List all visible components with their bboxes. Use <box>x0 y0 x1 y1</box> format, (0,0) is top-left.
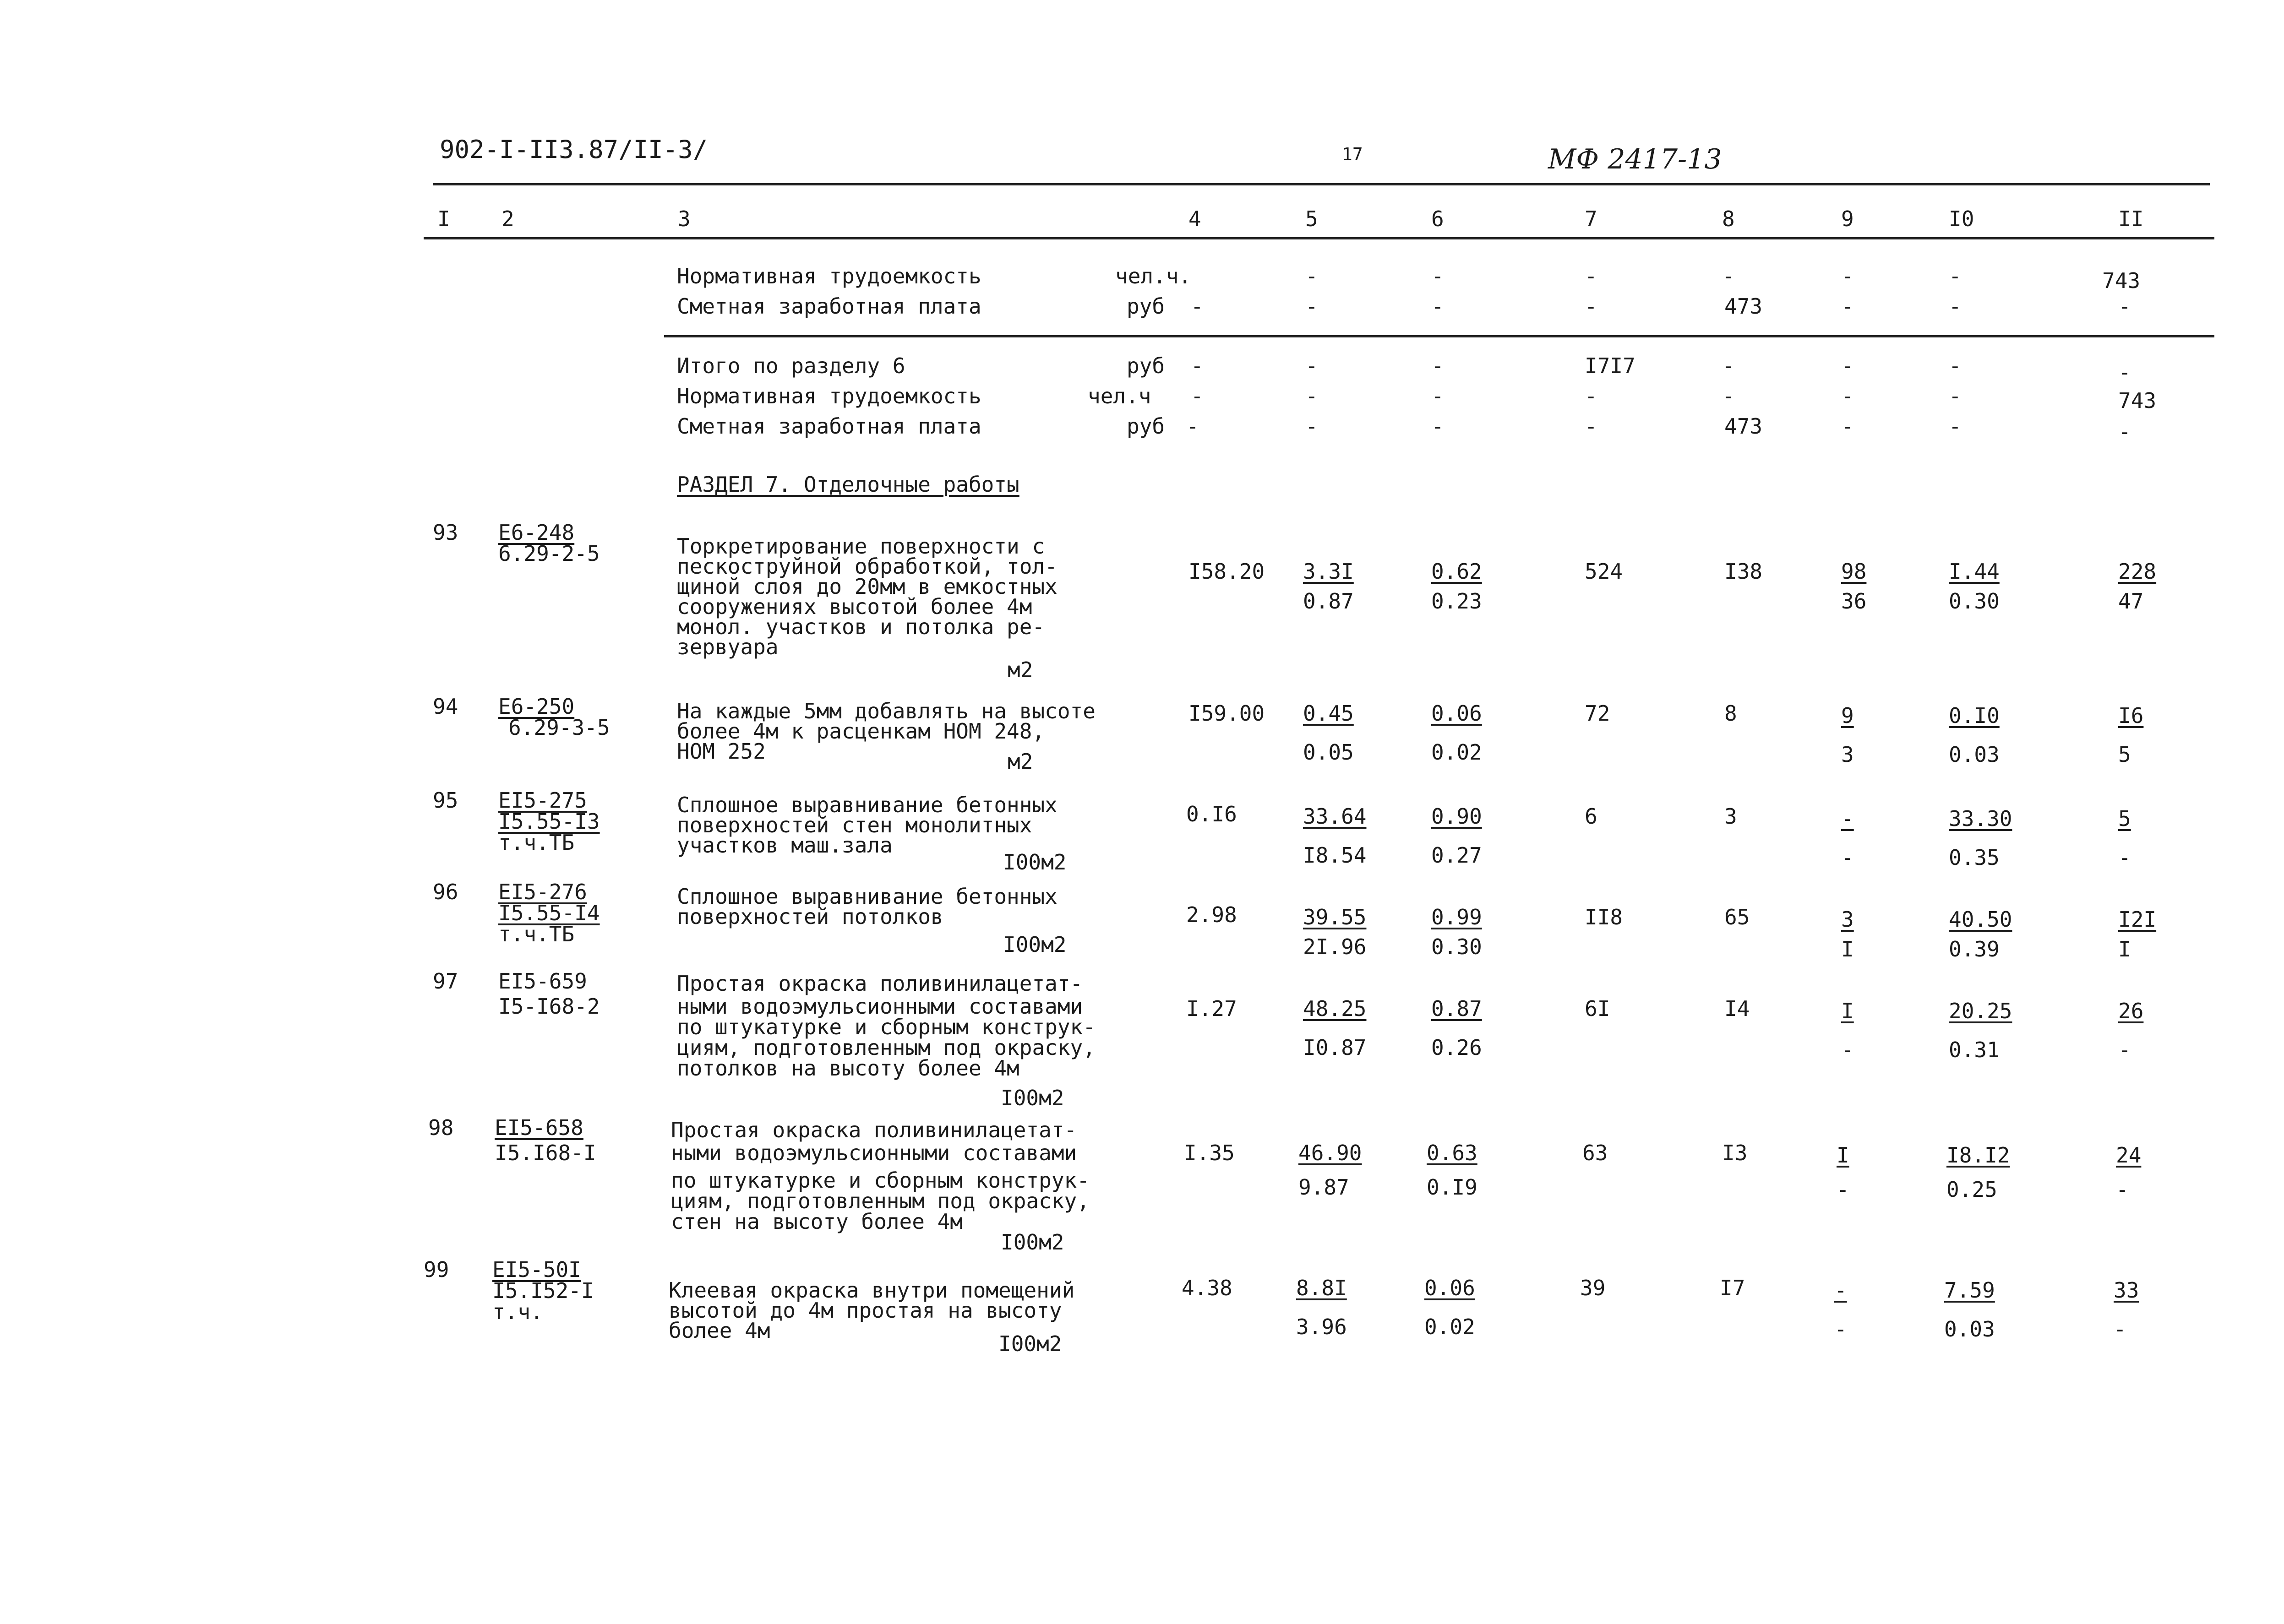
column-header-rule <box>424 237 2214 239</box>
row-description-line: Торкретирование поверхности с <box>677 534 1045 559</box>
row-cell-bottom: 0.31 <box>1949 1037 2000 1062</box>
row-cell-top: 24 <box>2116 1143 2142 1168</box>
row-description-line: циям, подготовленным под окраску, <box>677 1035 1096 1060</box>
row-cell-top: 33.64 <box>1303 804 1367 829</box>
row-cell-bottom: I0.87 <box>1303 1035 1367 1060</box>
row-cell-bottom: 3 <box>1841 742 1854 767</box>
row-cell-top: 39.55 <box>1303 905 1367 929</box>
summary-cell: - <box>1585 294 1597 319</box>
summary-cell: - <box>1841 264 1854 288</box>
row-cell-bottom: 5 <box>2118 742 2131 767</box>
row-cell-bottom: 0.03 <box>1949 742 2000 767</box>
row-code: I5.I68-I <box>495 1141 596 1165</box>
summary-cell: - <box>1431 353 1444 378</box>
row-description-line: щиной слоя до 20мм в емкостных <box>677 574 1058 599</box>
row-description-line: поверхностей стен монолитных <box>677 813 1032 837</box>
row-quantity: I.27 <box>1186 996 1237 1021</box>
row-cell: 6I <box>1585 996 1610 1021</box>
row-cell-bottom: - <box>2116 1177 2129 1202</box>
col-header-2: 2 <box>501 206 514 231</box>
row-description-line: Простая окраска поливинилацетат- <box>671 1118 1077 1142</box>
row-number: 98 <box>428 1115 454 1140</box>
row-description-line: монол. участков и потолка ре- <box>677 614 1045 639</box>
row-cell-top: I <box>1841 999 1854 1023</box>
row-number: 95 <box>433 788 458 813</box>
row-cell: I3 <box>1722 1141 1748 1165</box>
row-cell-bottom: - <box>1834 1317 1847 1342</box>
row-unit: м2 <box>1008 657 1033 682</box>
row-code: Е6-250 <box>498 694 575 719</box>
row-cell-top: 3 <box>1841 907 1854 932</box>
row-description-line: зервуара <box>677 635 779 659</box>
summary-label: Сметная заработная плата <box>677 294 981 319</box>
summary-cell: - <box>1191 294 1204 319</box>
col-header-3: 3 <box>678 206 691 231</box>
row-cell-bottom: - <box>2118 845 2131 870</box>
row-description-line: стен на высоту более 4м <box>671 1209 963 1234</box>
row-description-line: ными водоэмульсионными составами <box>677 994 1083 1019</box>
row-cell-bottom: I <box>1841 937 1854 961</box>
summary-cell: - <box>2118 360 2131 385</box>
row-quantity: 4.38 <box>1182 1276 1232 1300</box>
summary-cell: 473 <box>1724 414 1763 439</box>
summary-cell: - <box>1305 264 1318 288</box>
row-code: ЕI5-659 <box>498 969 587 994</box>
summary-cell: - <box>1191 384 1204 408</box>
row-code: ЕI5-276 <box>498 880 587 904</box>
row-cell-bottom: 47 <box>2118 589 2144 614</box>
summary-unit: руб <box>1127 353 1165 378</box>
row-unit: I00м2 <box>998 1331 1062 1356</box>
row-cell-top: 0.62 <box>1431 559 1482 584</box>
row-cell-top: 33.30 <box>1949 806 2012 831</box>
row-description-line: более 4м к расценкам НОМ 248, <box>677 719 1045 744</box>
summary-unit: руб <box>1127 294 1165 319</box>
summary-cell: - <box>2118 419 2131 444</box>
row-unit: I00м2 <box>1001 1086 1064 1110</box>
summary-label: Сметная заработная плата <box>677 414 981 439</box>
row-cell: 72 <box>1585 701 1610 726</box>
summary-cell: - <box>1305 414 1318 439</box>
page-mark: 17 <box>1342 144 1363 164</box>
row-description-line: Сплошное выравнивание бетонных <box>677 884 1058 909</box>
row-description-line: сооружениях высотой более 4м <box>677 594 1032 619</box>
row-number: 93 <box>433 520 458 545</box>
row-cell-bottom: 0.39 <box>1949 937 2000 961</box>
row-unit: I00м2 <box>1003 850 1067 874</box>
row-code: 6.29-2-5 <box>498 541 600 566</box>
row-cell-bottom: 2I.96 <box>1303 934 1367 959</box>
row-unit: I00м2 <box>1003 932 1067 957</box>
row-cell: I38 <box>1724 559 1763 584</box>
row-number: 94 <box>433 694 458 719</box>
row-cell-bottom: I8.54 <box>1303 843 1367 868</box>
row-cell-bottom: - <box>1837 1177 1849 1202</box>
summary-cell: - <box>1841 294 1854 319</box>
row-cell-top: 48.25 <box>1303 996 1367 1021</box>
col-header-10: I0 <box>1949 206 1974 231</box>
summary-cell: - <box>1305 294 1318 319</box>
row-cell-top: I.44 <box>1949 559 2000 584</box>
row-cell-bottom: 0.30 <box>1431 934 1482 959</box>
row-cell-top: 0.06 <box>1431 701 1482 726</box>
row-cell-bottom: 0.27 <box>1431 843 1482 868</box>
header-rule <box>433 183 2210 185</box>
summary-cell: - <box>1585 414 1597 439</box>
summary-cell: I7I7 <box>1585 353 1635 378</box>
summary-cell: - <box>1949 353 1962 378</box>
col-header-1: I <box>437 206 450 231</box>
col-header-11: II <box>2118 206 2144 231</box>
row-description-line: поверхностей потолков <box>677 904 943 929</box>
row-description-line: более 4м <box>669 1318 770 1343</box>
row-cell-bottom: 0.I9 <box>1427 1175 1477 1200</box>
summary-cell: - <box>1431 414 1444 439</box>
row-cell: 3 <box>1724 804 1737 829</box>
row-description-line: НОМ 252 <box>677 739 766 764</box>
row-cell: 63 <box>1582 1141 1608 1165</box>
col-header-7: 7 <box>1585 206 1597 231</box>
row-cell: 524 <box>1585 559 1623 584</box>
summary-cell: 473 <box>1724 294 1763 319</box>
row-code: I5.I52-I <box>492 1278 594 1303</box>
row-cell: 8 <box>1724 701 1737 726</box>
row-unit: м2 <box>1008 749 1033 774</box>
summary-label: Нормативная трудоемкость <box>677 384 981 408</box>
row-cell-bottom: - <box>1841 845 1854 870</box>
row-code: I5.55-I3 <box>498 809 600 834</box>
row-cell-top: 8.8I <box>1296 1276 1347 1300</box>
row-cell-top: 98 <box>1841 559 1867 584</box>
summary-cell: - <box>1585 264 1597 288</box>
row-cell-bottom: 0.05 <box>1303 740 1354 765</box>
row-code: I5-I68-2 <box>498 994 600 1019</box>
row-cell-top: 40.50 <box>1949 907 2012 932</box>
row-quantity: 0.I6 <box>1186 802 1237 826</box>
row-cell-bottom: 0.87 <box>1303 589 1354 614</box>
summary-unit: руб <box>1127 414 1165 439</box>
row-unit: I00м2 <box>1001 1230 1064 1255</box>
row-cell-top: 3.3I <box>1303 559 1354 584</box>
col-header-9: 9 <box>1841 206 1854 231</box>
row-description-line: циям, подготовленным под окраску, <box>671 1189 1090 1213</box>
summary-cell: - <box>1431 294 1444 319</box>
row-cell-bottom: - <box>1841 1037 1854 1062</box>
section-title: РАЗДЕЛ 7. Отделочные работы <box>677 472 1019 497</box>
row-cell-top: 0.87 <box>1431 996 1482 1021</box>
row-cell-top: I8.I2 <box>1946 1143 2010 1168</box>
row-code: т.ч.ТБ <box>498 830 575 855</box>
row-cell-top: 0.06 <box>1424 1276 1475 1300</box>
summary-cell: - <box>1722 353 1735 378</box>
row-cell-top: 7.59 <box>1944 1278 1995 1303</box>
row-cell-top: 20.25 <box>1949 999 2012 1023</box>
row-code: т.ч.ТБ <box>498 922 575 946</box>
row-description-line: участков маш.зала <box>677 833 893 858</box>
row-cell: I4 <box>1724 996 1750 1021</box>
row-cell-bottom: 3.96 <box>1296 1314 1347 1339</box>
row-cell-top: 228 <box>2118 559 2157 584</box>
summary-cell: - <box>1841 384 1854 408</box>
summary-cell: - <box>1431 384 1444 408</box>
row-code: ЕI5-275 <box>498 788 587 813</box>
row-description-line: по штукатурке и сборным конструк- <box>671 1168 1090 1193</box>
row-description-line: потолков на высоту более 4м <box>677 1056 1019 1081</box>
summary-cell: - <box>1186 414 1199 439</box>
summary-cell: - <box>1841 414 1854 439</box>
summary-divider <box>664 335 2214 337</box>
summary-cell: - <box>1431 264 1444 288</box>
row-description-line: по штукатурке и сборным конструк- <box>677 1015 1096 1039</box>
summary-cell: - <box>1191 353 1204 378</box>
summary-cell: - <box>1949 294 1962 319</box>
row-cell-bottom: 9.87 <box>1298 1175 1349 1200</box>
row-cell-top: I2I <box>2118 907 2157 932</box>
summary-unit: чел.ч <box>1088 384 1151 408</box>
row-cell-top: 9 <box>1841 703 1854 728</box>
summary-cell: - <box>1722 384 1735 408</box>
row-cell-top: I <box>1837 1143 1849 1168</box>
row-cell-bottom: 0.26 <box>1431 1035 1482 1060</box>
row-cell: 6 <box>1585 804 1597 829</box>
summary-cell: - <box>1305 384 1318 408</box>
row-cell-top: 5 <box>2118 806 2131 831</box>
summary-cell: - <box>1949 264 1962 288</box>
row-description-line: пескоструйной обработкой, тол- <box>677 554 1058 579</box>
summary-cell: - <box>1722 264 1735 288</box>
row-quantity: 2.98 <box>1186 902 1237 927</box>
row-cell-top: 0.99 <box>1431 905 1482 929</box>
row-cell-bottom: - <box>2114 1317 2126 1342</box>
row-cell-top: 0.I0 <box>1949 703 2000 728</box>
row-cell: 39 <box>1580 1276 1606 1300</box>
col-header-5: 5 <box>1305 206 1318 231</box>
row-cell-bottom: 0.03 <box>1944 1317 1995 1342</box>
summary-cell: - <box>1949 384 1962 408</box>
summary-label: Нормативная трудоемкость <box>677 264 981 288</box>
row-cell: 65 <box>1724 905 1750 929</box>
row-cell-top: - <box>1841 806 1854 831</box>
row-cell-bottom: 0.25 <box>1946 1177 1997 1202</box>
row-cell-bottom: 0.35 <box>1949 845 2000 870</box>
summary-cell: - <box>1585 384 1597 408</box>
row-code: ЕI5-658 <box>495 1115 583 1140</box>
row-cell-top: - <box>1834 1278 1847 1303</box>
summary-cell: 743 <box>2102 268 2141 293</box>
row-description-line: высотой до 4м простая на высоту <box>669 1298 1062 1323</box>
row-cell-top: 33 <box>2114 1278 2139 1303</box>
summary-cell: - <box>1841 353 1854 378</box>
row-description-line: На каждые 5мм добавлять на высоте <box>677 699 1096 723</box>
row-cell-bottom: 36 <box>1841 589 1867 614</box>
row-code: I5.55-I4 <box>498 901 600 925</box>
row-cell-top: 46.90 <box>1298 1141 1362 1165</box>
row-cell-top: 26 <box>2118 999 2144 1023</box>
row-code: т.ч. <box>492 1299 543 1324</box>
summary-cell: - <box>1305 353 1318 378</box>
row-quantity: I.35 <box>1184 1141 1235 1165</box>
row-cell: II8 <box>1585 905 1623 929</box>
row-cell-top: I6 <box>2118 703 2144 728</box>
row-code: 6.29-3-5 <box>508 715 610 740</box>
row-cell-top: 0.45 <box>1303 701 1354 726</box>
col-header-4: 4 <box>1188 206 1201 231</box>
row-description-line: Сплошное выравнивание бетонных <box>677 793 1058 817</box>
row-cell-bottom: I <box>2118 937 2131 961</box>
row-quantity: I58.20 <box>1188 559 1265 584</box>
summary-cell: - <box>2118 294 2131 319</box>
row-cell-bottom: - <box>2118 1037 2131 1062</box>
row-cell-bottom: 0.02 <box>1424 1314 1475 1339</box>
col-header-8: 8 <box>1722 206 1735 231</box>
row-cell-top: 0.90 <box>1431 804 1482 829</box>
row-description-line: Простая окраска поливинилацетат- <box>677 971 1083 996</box>
row-description-line: ными водоэмульсионными составами <box>671 1141 1077 1165</box>
row-number: 97 <box>433 969 458 994</box>
summary-cell: - <box>1949 414 1962 439</box>
summary-cell: 743 <box>2118 388 2157 413</box>
archive-number: МФ 2417-13 <box>1548 143 1722 175</box>
row-cell-bottom: 0.02 <box>1431 740 1482 765</box>
row-cell: I7 <box>1720 1276 1745 1300</box>
document-code: 902-I-II3.87/II-3/ <box>440 135 708 164</box>
row-description-line: Клеевая окраска внутри помещений <box>669 1278 1075 1303</box>
row-number: 99 <box>424 1257 449 1282</box>
col-header-6: 6 <box>1431 206 1444 231</box>
row-quantity: I59.00 <box>1188 701 1265 726</box>
row-code: Е6-248 <box>498 520 575 545</box>
row-code: ЕI5-50I <box>492 1257 581 1282</box>
row-cell-bottom: 0.23 <box>1431 589 1482 614</box>
summary-label: Итого по разделу 6 <box>677 353 905 378</box>
summary-unit: чел.ч. <box>1115 264 1192 288</box>
row-cell-bottom: 0.30 <box>1949 589 2000 614</box>
row-number: 96 <box>433 880 458 904</box>
row-cell-top: 0.63 <box>1427 1141 1477 1165</box>
